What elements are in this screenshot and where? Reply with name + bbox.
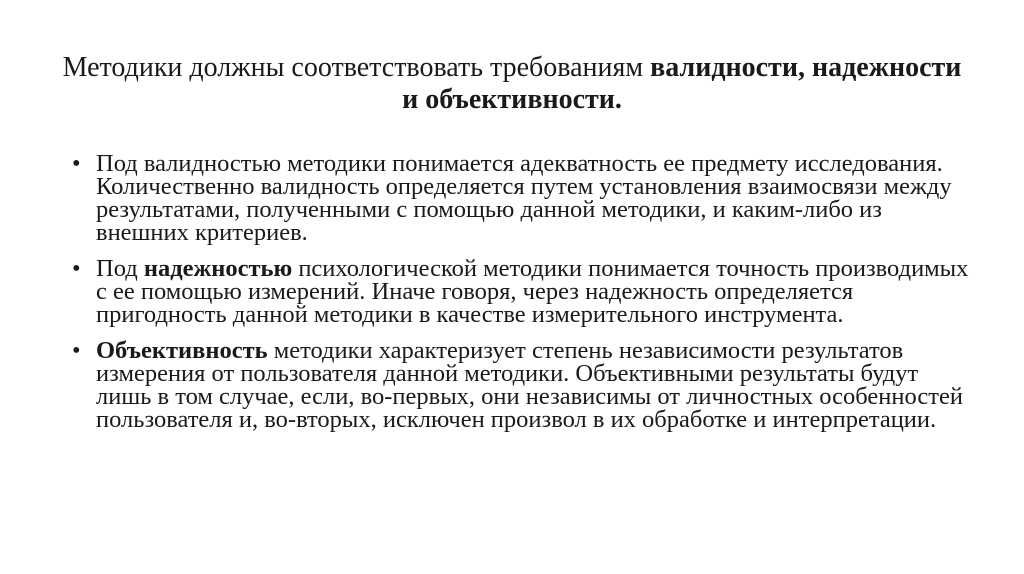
bullet-reliability-term: надежностью — [143, 255, 293, 282]
bullet-objectivity-term: Объективность — [96, 337, 268, 364]
bullet-objectivity — [72, 339, 972, 431]
bullet-objectivity-text: методики характеризует степень независимости результатов измерения от пользователя данной методики. Объективными результаты будут лишь в том случае, если, во-первых, они независимы от личностных особенностей пользователя и, во-вторых, исключен произвол в их обработке и интерпретации. — [96, 337, 963, 433]
bullet-list — [72, 152, 972, 444]
bullet-reliability-text: психологической методики понимается точность производимых с ее помощью измерений. Иначе говоря, через надежность определяется пригодность данной методики в качестве измерительного инструмента. — [96, 255, 969, 328]
title-normal-text: Методики должны соответствовать требованиям — [62, 52, 651, 83]
slide-title — [60, 52, 964, 116]
bullet-reliability-pre: Под — [96, 255, 144, 282]
bullet-validity-text: Под валидностью методики понимается адекватность ее предмету исследования. Количественно валидность определяется путем установления взаимосвязи между результатами, полученными с помощью данной методики, и каким-либо из внешних критериев. — [96, 150, 952, 246]
bullet-reliability — [72, 257, 972, 326]
bullet-validity — [72, 152, 972, 244]
title-bold-text: валидности, надежности и объективности. — [402, 52, 962, 115]
